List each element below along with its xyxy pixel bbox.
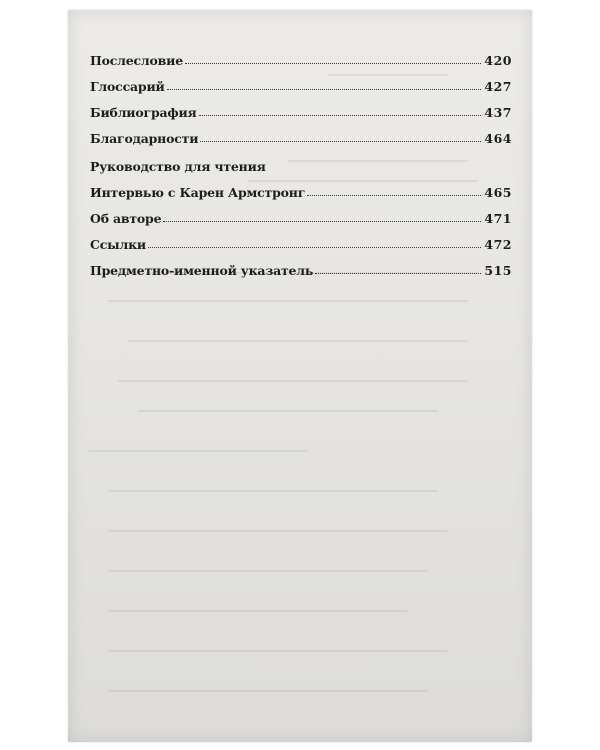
toc-page-number: 427 (484, 79, 512, 94)
dot-leader (185, 62, 481, 64)
toc-entry-title: Предметно-именной указатель (90, 263, 314, 278)
toc-page-number: 472 (484, 237, 512, 252)
toc-entry-title: Глоссарий (90, 79, 165, 94)
toc-page-number: 515 (484, 263, 512, 278)
toc-page-number: 464 (484, 131, 512, 146)
dot-leader (200, 140, 481, 142)
toc-page-number: 420 (484, 53, 512, 68)
toc-section-reading-guide (90, 154, 512, 174)
toc-entry-about-author[interactable] (90, 200, 512, 226)
book-page (68, 10, 532, 742)
toc-entry-title: Благодарности (90, 131, 199, 146)
toc-entry-title: Библиография (90, 105, 197, 120)
toc-entry-title: Послесловие (90, 53, 183, 68)
toc-entry-title: Об авторе (90, 211, 162, 226)
toc-page-number: 471 (484, 211, 512, 226)
toc-entry-title: Ссылки (90, 237, 147, 252)
dot-leader (163, 220, 481, 222)
dot-leader (307, 194, 481, 196)
toc-entry-references[interactable] (90, 226, 512, 252)
toc-entry-afterword[interactable] (90, 42, 512, 68)
toc-section-title: Руководство для чтения (90, 159, 266, 174)
toc-entry-glossary[interactable] (90, 68, 512, 94)
table-of-contents (90, 42, 512, 278)
toc-entry-bibliography[interactable] (90, 94, 512, 120)
dot-leader (167, 88, 482, 90)
toc-entry-interview[interactable] (90, 174, 512, 200)
toc-entry-acknowledgements[interactable] (90, 120, 512, 146)
toc-entry-title: Интервью с Карен Армстронг (90, 185, 306, 200)
dot-leader (315, 272, 481, 274)
dot-leader (199, 114, 482, 116)
dot-leader (148, 246, 481, 248)
toc-page-number: 437 (484, 105, 512, 120)
toc-entry-index[interactable] (90, 252, 512, 278)
toc-page-number: 465 (484, 185, 512, 200)
